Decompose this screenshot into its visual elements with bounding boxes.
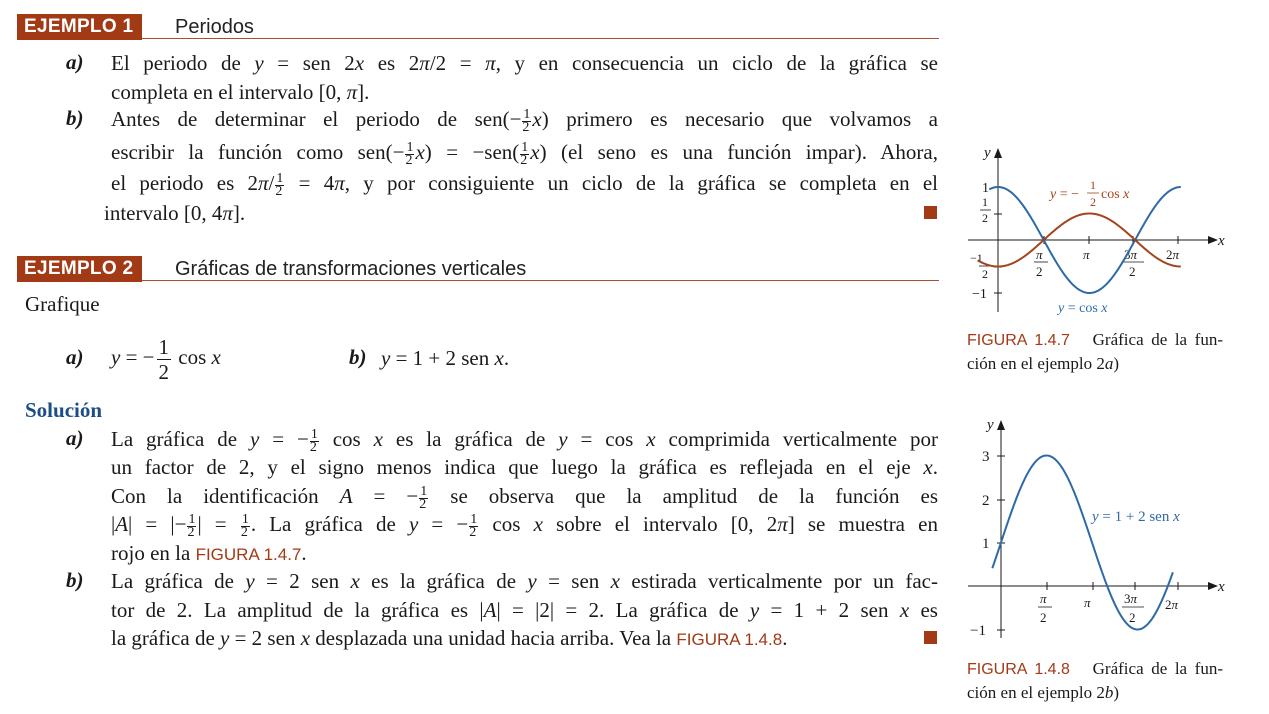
ejemplo2-tag: EJEMPLO 2	[17, 256, 142, 282]
ejemplo1-b-label: b)	[66, 106, 84, 130]
solucion-a-line4: |A| = |− $\frac{1}{2}$ | = $\frac{1}{2}$ . La gráfica de y = − $\frac{1}{2}$ cos x sobre el intervalo [0, 2π] se muestra en	[111, 511, 938, 540]
fig1-xtick-2pi: 2π	[1166, 247, 1180, 262]
fig1-xtick-pi2-num: π	[1036, 247, 1043, 262]
fig1-red-label-den: 2	[1090, 195, 1096, 209]
ejemplo2-end-mark	[924, 631, 937, 644]
ejemplo2-a-eq: y = − $\frac{1}{2}$ cos x	[111, 334, 221, 384]
fig2-ytick-3: 3	[982, 449, 990, 465]
figura-1-4-8-graph	[960, 412, 1230, 642]
fig2-ytick-1: 1	[982, 536, 990, 552]
fig1-red-label: y = −	[1050, 187, 1080, 202]
solucion-a-line3: Con la identificación A = − $\frac{1}{2}$ se observa que la amplitud de la función es	[111, 483, 938, 512]
fig2-ytick-neg1: −1	[970, 623, 986, 639]
ejemplo2-b-eq: y = 1 + 2 sen x.	[381, 346, 510, 370]
ejemplo1-a-label: a)	[66, 50, 84, 74]
fig2-xtick-pi2-num: π	[1040, 591, 1047, 606]
ejemplo1-b-line2: escribir la función como sen(− $\frac{1}{2}$ x) = −sen( $\frac{1}{2}$ x) (el seno es una función impar). Ahora,	[111, 139, 938, 168]
figura-1-4-8-caption: FIGURA 1.4.8 Gráfica de la fun- ción en el ejemplo 2b)	[967, 659, 1223, 702]
ejemplo1-b-line1: Antes de determinar el periodo de sen(− $\frac{1}{2}$ x) primero es necesario que volvamos a	[111, 106, 938, 135]
figura-1-4-7-caption: FIGURA 1.4.7 Gráfica de la fun- ción en el ejemplo 2a)	[967, 330, 1223, 373]
ejemplo1-header	[17, 14, 939, 39]
ejemplo2-grafique: Grafique	[25, 292, 100, 316]
ejemplo1-a-line2: completa en el intervalo [0, π].	[111, 80, 370, 104]
ejemplo1-a-line1: El periodo de y = sen 2x es 2π/2 = π, y en consecuencia un ciclo de la gráfica se	[111, 51, 938, 75]
figura-1-4-7-link[interactable]: FIGURA 1.4.7	[195, 545, 302, 564]
fig1-ytick-half-num: 1	[982, 195, 988, 209]
fig1-xtick-pi2-den: 2	[1036, 264, 1043, 279]
solucion-heading: Solución	[25, 398, 103, 422]
ejemplo2-header	[17, 256, 939, 281]
fig1-ytick-half-den: 2	[982, 211, 988, 225]
solucion-a-line5: rojo en la FIGURA 1.4.7.	[111, 541, 307, 565]
figura-1-4-7-graph	[960, 140, 1230, 320]
ejemplo1-tag: EJEMPLO 1	[17, 14, 142, 40]
solucion-a-line1: La gráfica de y = − $\frac{1}{2}$ cos x es la gráfica de y = cos x comprimida verticalmente por	[111, 426, 938, 455]
x-axis-arrow	[1208, 236, 1218, 244]
fig1-ytick-1: 1	[982, 181, 989, 196]
y-axis-label: y	[987, 417, 994, 433]
solucion-b-label: b)	[66, 568, 84, 592]
fig2-curve-label: y = 1 + 2 sen x	[1092, 509, 1180, 525]
fig2-xtick-pi2-den: 2	[1040, 610, 1047, 625]
fig1-xtick-pi: π	[1083, 247, 1090, 262]
ejemplo2-a-label: a)	[66, 345, 84, 369]
solucion-b-line2: tor de 2. La amplitud de la gráfica es |A| = |2| = 2. La gráfica de y = 1 + 2 sen x es	[111, 598, 938, 622]
one-plus-two-sin-x-curve	[992, 456, 1173, 630]
x-axis-label: x	[1218, 233, 1225, 249]
ejemplo2-b-label: b)	[349, 345, 367, 369]
fig2-xtick-3pi2-num: 3π	[1124, 591, 1138, 606]
y-axis-label: y	[984, 145, 991, 161]
solucion-b-line1: La gráfica de y = 2 sen x es la gráfica de y = sen x estirada verticalmente por un fac-	[111, 569, 938, 593]
solucion-b-line3: la gráfica de y = 2 sen x desplazada una unidad hacia arriba. Vea la FIGURA 1.4.8.	[111, 626, 788, 650]
fig1-ytick-neghalf-num: −1	[970, 251, 983, 265]
ejemplo1-end-mark	[924, 206, 937, 219]
solucion-a-label: a)	[66, 426, 84, 450]
ejemplo1-title: Periodos	[175, 16, 254, 38]
fig2-xtick-2pi: 2π	[1165, 597, 1179, 612]
fig1-red-label-cos: cos x	[1101, 187, 1130, 202]
ejemplo1-b-line3: el periodo es 2π/ $\frac{1}{2}$ = 4π, y por consiguiente un ciclo de la gráfica se completa en el	[111, 170, 939, 199]
solucion-a-line2: un factor de 2, y el signo menos indica que luego la gráfica es reflejada en el eje x.	[111, 455, 938, 479]
fig1-xtick-3pi2-den: 2	[1129, 264, 1136, 279]
ejemplo2-title: Gráficas de transformaciones verticales	[175, 258, 527, 280]
y-axis-arrow	[997, 420, 1005, 430]
fig2-ytick-2: 2	[982, 493, 990, 509]
fig1-ytick-neghalf-den: 2	[982, 267, 988, 281]
x-axis-label: x	[1218, 579, 1225, 595]
fig2-xtick-pi: π	[1084, 595, 1091, 610]
fig2-xtick-3pi2-den: 2	[1129, 610, 1136, 625]
x-axis-arrow	[1208, 582, 1218, 590]
figura-1-4-8-link[interactable]: FIGURA 1.4.8	[676, 630, 783, 649]
y-axis-arrow	[994, 148, 1002, 158]
ejemplo1-b-line4: intervalo [0, 4π].	[104, 201, 246, 225]
fig1-xtick-3pi2-num: 3π	[1124, 247, 1138, 262]
fig1-red-label-num: 1	[1090, 178, 1096, 192]
fig1-blue-label: y = cos x	[1058, 301, 1108, 316]
fig1-ytick-neg1: −1	[972, 287, 987, 302]
